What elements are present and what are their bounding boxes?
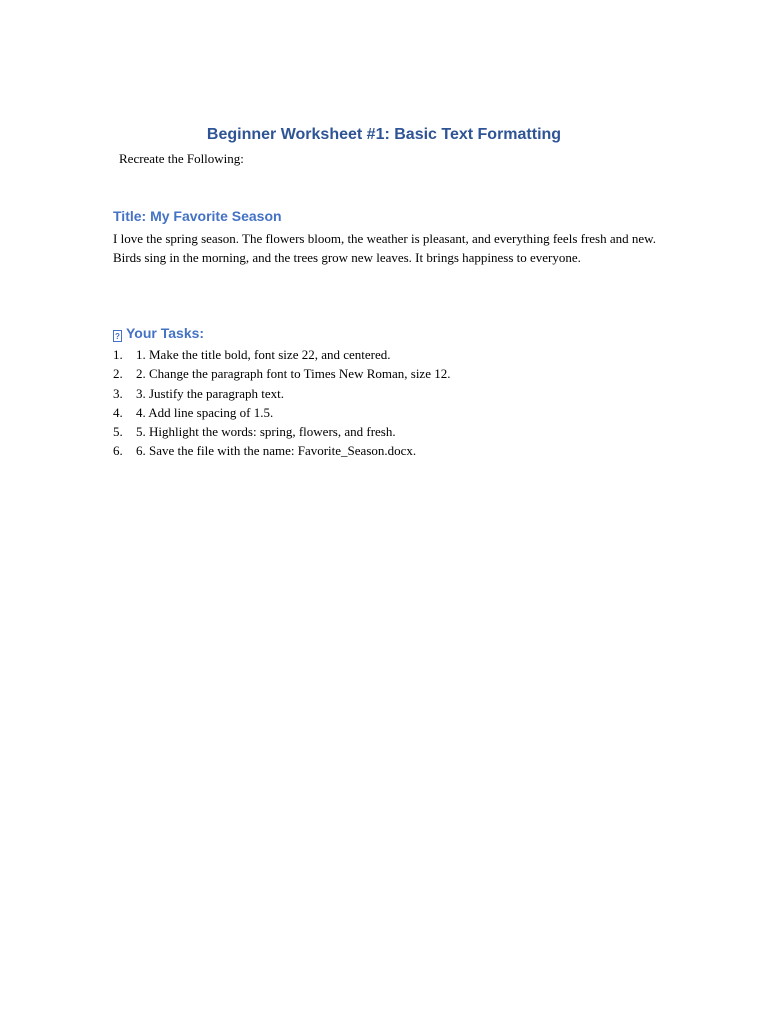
- tasks-list: [113, 345, 673, 461]
- list-item: [113, 422, 673, 441]
- season-paragraph: I love the spring season. The flowers bloom, the weather is pleasant, and everything feels fresh and new. Birds sing in the morning, and the trees grow new leaves. It brings happiness to everyone.: [113, 231, 656, 266]
- list-item: [113, 441, 673, 460]
- list-text: 5. Highlight the words: spring, flowers, and fresh.: [136, 424, 396, 440]
- list-text: 1. Make the title bold, font size 22, and centered.: [136, 347, 391, 362]
- list-text: 2. Change the paragraph font to Times New Roman, size 12.: [136, 366, 451, 382]
- list-number: 1.: [113, 347, 123, 362]
- list-text: 3. Justify the paragraph text.: [136, 385, 285, 401]
- list-number: 6.: [113, 443, 123, 459]
- list-item: [113, 345, 673, 364]
- missing-glyph-icon: ?: [113, 330, 122, 342]
- tasks-heading-label: Your Tasks:: [126, 325, 205, 341]
- section-heading: Title: My Favorite Season: [113, 208, 282, 224]
- list-item: [113, 364, 673, 383]
- list-number: 5.: [113, 424, 123, 440]
- list-item: [113, 384, 673, 403]
- list-item: [113, 403, 673, 422]
- list-number: 2.: [113, 366, 123, 382]
- list-text: 6. Save the file with the name: Favorite_Season.docx.: [136, 443, 417, 459]
- list-number: 4.: [113, 404, 123, 420]
- tasks-heading: [113, 323, 204, 343]
- list-text: 4. Add line spacing of 1.5.: [136, 404, 274, 420]
- list-number: 3.: [113, 385, 123, 401]
- worksheet-title: Beginner Worksheet #1: Basic Text Formatting: [206, 126, 562, 143]
- intro-text: Recreate the Following:: [119, 151, 244, 166]
